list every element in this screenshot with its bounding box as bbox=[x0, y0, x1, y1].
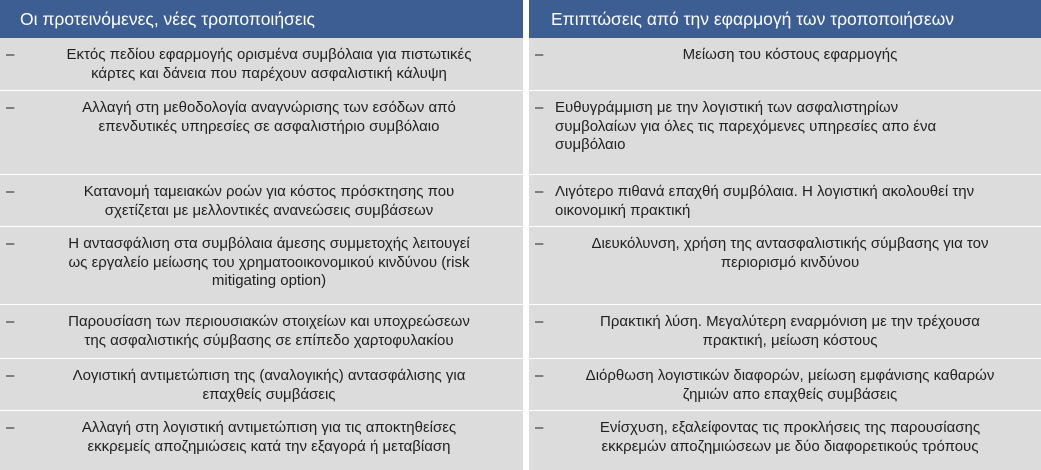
impacts-column bbox=[529, 38, 1041, 470]
bullet-dash: – bbox=[535, 419, 544, 436]
bullet-dash: – bbox=[6, 46, 15, 63]
amendment-row bbox=[0, 38, 523, 90]
impact-text bbox=[555, 183, 1025, 220]
impact-text bbox=[555, 235, 1025, 272]
amendment-row bbox=[0, 174, 523, 226]
text-line: ζημιών απο επαχθείς συμβάσεις bbox=[682, 385, 898, 403]
text-line: Ενίσχυση, εξαλείφοντας τις προκλήσεις της παρουσίασης bbox=[599, 419, 981, 436]
header-impacts: Επιπτώσεις από την εφαρμογή των τροποποιήσεων bbox=[529, 0, 1041, 38]
header-proposed-amendments: Οι προτεινόμενες, νέες τροποποιήσεις bbox=[0, 0, 523, 38]
column-divider bbox=[523, 0, 529, 470]
text-line: Πρακτική λύση. Μεγαλύτερη εναρμόνιση με την τρέχουσα bbox=[600, 313, 980, 330]
amendment-text bbox=[34, 183, 504, 220]
impact-row bbox=[529, 226, 1041, 304]
amendment-row bbox=[0, 226, 523, 304]
bullet-dash: – bbox=[6, 99, 15, 116]
text-line: οικονομική πρακτική bbox=[555, 201, 691, 219]
amendment-text bbox=[34, 419, 504, 456]
bullet-dash: – bbox=[535, 367, 544, 384]
bullet-dash: – bbox=[535, 99, 544, 116]
text-line: Λογιστική αντιμετώπιση της (αναλογικής) αντασφάλισης για bbox=[72, 367, 466, 384]
text-line: Ευθυγράμμιση με την λογιστική των ασφαλιστηρίων bbox=[555, 99, 899, 116]
impact-row bbox=[529, 90, 1041, 174]
text-line: επενδυτικές υπηρεσίες σε ασφαλιστήριο συμβόλαιο bbox=[98, 117, 440, 135]
bullet-dash: – bbox=[535, 46, 544, 63]
amendment-row bbox=[0, 410, 523, 470]
amendments-column bbox=[0, 38, 523, 470]
impact-text bbox=[555, 367, 1025, 404]
text-line: κάρτες και δάνεια που παρέχουν ασφαλιστική κάλυψη bbox=[91, 64, 447, 82]
impact-row bbox=[529, 304, 1041, 358]
text-line: mitigating option) bbox=[211, 272, 327, 289]
impact-row bbox=[529, 358, 1041, 410]
text-line: Αλλαγή στη λογιστική αντιμετώπιση για τις αποκτηθείσες bbox=[81, 419, 457, 436]
text-line: περιορισμό κινδύνου bbox=[720, 253, 860, 271]
bullet-dash: – bbox=[535, 235, 544, 252]
text-line: εκκρεμών αποζημιώσεων με δύο διαφορετικούς τρόπους bbox=[601, 437, 979, 455]
amendment-row bbox=[0, 304, 523, 358]
amendment-text bbox=[34, 235, 504, 291]
text-line: Παρουσίαση των περιουσιακών στοιχείων και υποχρεώσεων bbox=[68, 313, 470, 330]
text-line: πρακτική, μείωση κόστους bbox=[702, 331, 878, 349]
text-line: ως εργαλείο μείωσης του χρηματοοικονομικού κινδύνου (risk bbox=[68, 253, 470, 271]
amendment-row bbox=[0, 358, 523, 410]
text-line: εκκρεμείς αποζημιώσεις κατά την εξαγορά ή μεταβίαση bbox=[87, 437, 451, 455]
text-line: Μείωση του κόστους εφαρμογής bbox=[682, 46, 898, 63]
text-line: επαχθείς συμβάσεις bbox=[202, 385, 336, 403]
impact-text bbox=[555, 46, 1025, 65]
amendment-text bbox=[34, 99, 504, 136]
impact-row bbox=[529, 38, 1041, 90]
text-line: Διευκόλυνση, χρήση της αντασφαλιστικής σύμβασης για τον bbox=[591, 235, 989, 252]
bullet-dash: – bbox=[535, 313, 544, 330]
impact-text bbox=[555, 419, 1025, 456]
bullet-dash: – bbox=[6, 367, 15, 384]
amendment-text bbox=[34, 46, 504, 83]
text-line: της ασφαλιστικής σύμβασης σε επίπεδο χαρτοφυλακίου bbox=[84, 331, 454, 349]
text-line: συμβολαίων για όλες τις παρεχόμενες υπηρεσίες απο ένα bbox=[555, 117, 937, 135]
text-line: Εκτός πεδίου εφαρμογής ορισμένα συμβόλαια για πιστωτικές bbox=[66, 46, 472, 63]
text-line: Λιγότερο πιθανά επαχθή συμβόλαια. Η λογιστική ακολουθεί την bbox=[555, 183, 975, 200]
impact-row bbox=[529, 410, 1041, 470]
bullet-dash: – bbox=[6, 313, 15, 330]
bullet-dash: – bbox=[6, 183, 15, 200]
text-line: σχετίζεται με μελλοντικές ανανεώσεις συμβάσεων bbox=[104, 201, 434, 219]
bullet-dash: – bbox=[535, 183, 544, 200]
bullet-dash: – bbox=[6, 419, 15, 436]
amendment-row bbox=[0, 90, 523, 174]
text-line: Αλλαγή στη μεθοδολογία αναγνώρισης των εσόδων από bbox=[82, 99, 456, 116]
text-line: Κατανομή ταμειακών ροών για κόστος πρόσκτησης που bbox=[83, 183, 455, 200]
table-body bbox=[0, 38, 1041, 470]
impact-row bbox=[529, 174, 1041, 226]
text-line: συμβόλαιο bbox=[555, 136, 626, 153]
impact-text bbox=[555, 99, 1025, 155]
amendment-text bbox=[34, 313, 504, 350]
impact-text bbox=[555, 313, 1025, 350]
text-line: Η αντασφάλιση στα συμβόλαια άμεσης συμμετοχής λειτουγεί bbox=[68, 235, 470, 252]
table-header-row bbox=[0, 0, 1041, 38]
amendment-text bbox=[34, 367, 504, 404]
text-line: Διόρθωση λογιστικών διαφορών, μείωση εμφάνισης καθαρών bbox=[585, 367, 995, 384]
bullet-dash: – bbox=[6, 235, 15, 252]
